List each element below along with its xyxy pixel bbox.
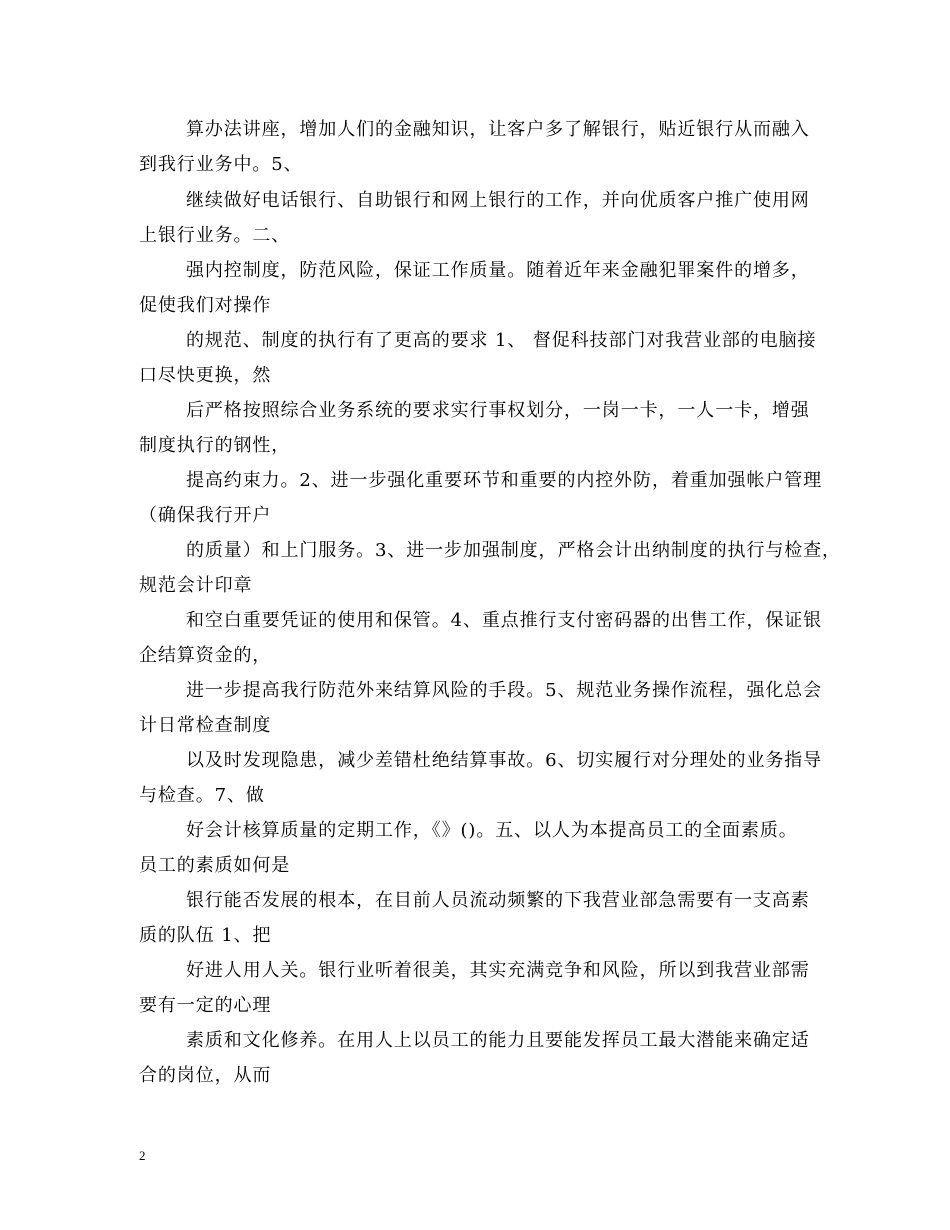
text-line: （确保我行开户 — [139, 505, 272, 526]
text-line: 质的队伍 1、把 — [139, 925, 272, 946]
text-line: 促使我们对操作 — [139, 295, 272, 316]
text-line: 强内控制度，防范风险，保证工作质量。随着近年来金融犯罪案件的增多， — [186, 260, 810, 281]
text-line: 到我行业务中。5、 — [139, 154, 303, 175]
text-line: 企结算资金的， — [139, 645, 272, 666]
text-line: 后严格按照综合业务系统的要求实行事权划分，一岗一卡，一人一卡，增强 — [186, 400, 810, 421]
text-line: 要有一定的心理 — [139, 995, 272, 1016]
text-line: 好进人用人关。银行业听着很美，其实充满竞争和风险，所以到我营业部需 — [186, 960, 810, 981]
text-line: 银行能否发展的根本，在目前人员流动频繁的下我营业部急需要有一支高素 — [186, 890, 810, 911]
text-line: 制度执行的钢性， — [139, 435, 291, 456]
text-line: 上银行业务。二、 — [139, 225, 291, 246]
text-line: 和空白重要凭证的使用和保管。4、重点推行支付密码器的出售工作，保证银 — [186, 610, 823, 631]
text-line: 好会计核算质量的定期工作，《》()。五、以人为本提高员工的全面素质。 — [186, 820, 798, 841]
text-line: 继续做好电话银行、自助银行和网上银行的工作，并向优质客户推广使用网 — [186, 190, 810, 211]
text-line: 的质量）和上门服务。3、进一步加强制度，严格会计出纳制度的执行与检查， — [186, 540, 841, 561]
page-number: 2 — [139, 1148, 146, 1163]
text-line: 口尽快更换，然 — [139, 365, 272, 386]
text-line: 进一步提高我行防范外来结算风险的手段。5、规范业务操作流程，强化总会 — [186, 680, 823, 701]
text-line: 提高约束力。2、进一步强化重要环节和重要的内控外防，着重加强帐户管理 — [186, 470, 823, 491]
text-line: 计日常检查制度 — [139, 715, 272, 736]
text-line: 员工的素质如何是 — [139, 855, 291, 876]
text-line: 的规范、制度的执行有了更高的要求 1、 督促科技部门对我营业部的电脑接 — [186, 330, 817, 351]
text-line: 以及时发现隐患，减少差错杜绝结算事故。6、切实履行对分理处的业务指导 — [186, 750, 823, 771]
text-line: 合的岗位，从而 — [139, 1065, 272, 1086]
text-line: 算办法讲座，增加人们的金融知识，让客户多了解银行，贴近银行从而融入 — [186, 119, 810, 140]
text-line: 素质和文化修养。在用人上以员工的能力且要能发挥员工最大潜能来确定适 — [186, 1030, 810, 1051]
text-line: 与检查。7、做 — [139, 785, 265, 806]
text-line: 规范会计印章 — [139, 575, 253, 596]
